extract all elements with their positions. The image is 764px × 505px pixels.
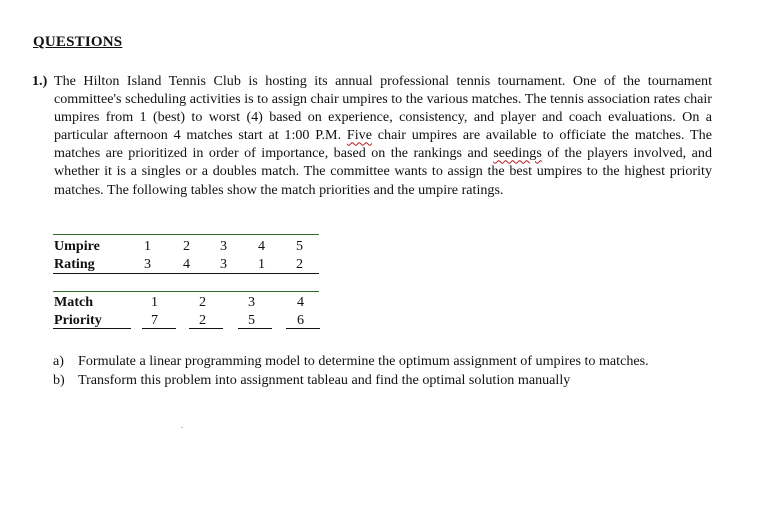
underline-segment [142,328,176,329]
umpire-cell: 1 [144,238,152,254]
question-parts [53,352,713,389]
spellcheck-word-five: Five [346,127,372,144]
priority-cell: 5 [248,312,256,328]
match-row-label: Match [54,294,94,310]
question-text-part-1: The Hilton Island Tennis Club is hosting its annual professional tennis tournament. One of the tournament committee's scheduling activities is to assign chair umpires to the various matches. The tennis association rates chair umpires from 1 (best) to worst (4) based on experience, consistency, and player and coach evaluations. On a particular afternoon 4 matches start at 1:00 P.M. [54,73,712,144]
questions-heading: QUESTIONS [33,34,123,50]
question-text-part-3: of the players involved, and whether it is a singles or a doubles match. The committee wants to assign the best umpires to the highest priority matches. The following tables show the match priorities and the umpire ratings. [54,145,712,198]
underline-segment [238,328,272,329]
underline-segment [189,328,223,329]
rating-row-label: Rating [54,256,95,272]
match-cell: 3 [248,294,256,310]
underline-segment [286,328,320,329]
match-cell: 1 [151,294,159,310]
question-text [54,72,712,199]
rating-cell: 1 [258,256,266,272]
underline-segment [53,328,131,329]
priority-cell: 2 [199,312,207,328]
rating-cell: 2 [296,256,304,272]
question-part-b [53,371,713,390]
part-text: Formulate a linear programming model to determine the optimum assignment of umpires to matches. [78,353,649,369]
umpire-cell: 2 [183,238,191,254]
rating-cell: 3 [220,256,228,272]
question-number: 1.) [32,73,48,89]
match-cell: 2 [199,294,207,310]
stray-mark [181,427,183,428]
part-label: b) [53,371,65,388]
spellcheck-word-seedings: seedings [493,145,542,162]
part-text: Transform this problem into assignment tableau and find the optimal solution manually [78,371,571,388]
part-label: a) [53,353,64,369]
priority-row-label: Priority [54,312,102,328]
priority-cell: 7 [151,312,159,328]
rating-cell: 4 [183,256,191,272]
umpire-cell: 3 [220,238,228,254]
umpire-cell: 4 [258,238,266,254]
priority-cell: 6 [297,312,305,328]
umpire-row-label: Umpire [54,238,100,254]
table-bottom-rule [53,273,319,274]
question-text-part-2: chair umpires are available to officiate the matches. The matches are prioritized in order of importance, based on the rankings and [54,127,712,162]
table-top-rule [53,291,319,292]
match-cell: 4 [297,294,305,310]
question-part-a [53,352,713,371]
question-1 [32,72,712,199]
umpire-cell: 5 [296,238,304,254]
table-top-rule [53,234,319,235]
rating-cell: 3 [144,256,152,272]
